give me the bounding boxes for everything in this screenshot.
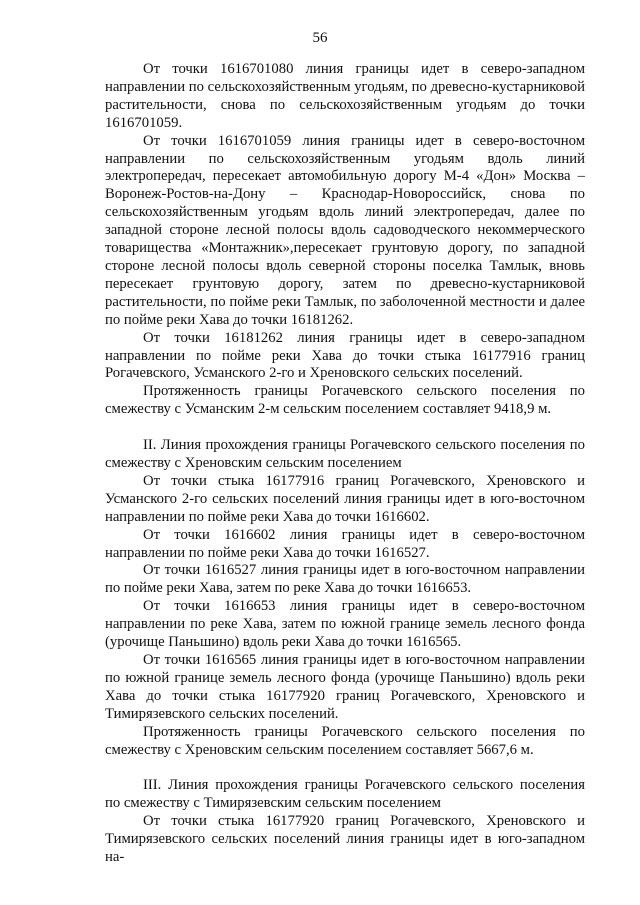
section-gap: [105, 419, 585, 437]
page-number: 56: [312, 30, 328, 46]
paragraph: От точки 16181262 линия границы идет в северо-западном направлении по пойме реки Хава до точки стыка 16177916 границ Рогачевского, Усманского 2-го и Хреновского сельских поселений.: [105, 329, 585, 382]
section-gap: [105, 759, 585, 777]
paragraph: От точки 1616653 линия границы идет в северо-восточном направлении по реке Хава, затем по южной границе земель лесного фонда (урочище Паньшино) вдоль реки Хава до точки 1616565.: [105, 598, 585, 651]
section-heading: III. Линия прохождения границы Рогачевского сельского поселения по смежеству с Тимирязевским сельским поселением: [105, 777, 585, 812]
paragraph: От точки стыка 16177916 границ Рогачевского, Хреновского и Усманского 2-го сельских поселений линия границы идет в юго-восточном направлении по пойме реки Хава до точки 1616602.: [105, 472, 585, 525]
paragraph: От точки 1616701080 линия границы идет в северо-западном направлении по сельскохозяйственным угодьям, по древесно-кустарниковой растительности, снова по сельскохозяйственным угодьям до точки 1616701059.: [105, 61, 585, 131]
paragraph: От точки 1616565 линия границы идет в юго-восточном направлении по южной границе земель лесного фонда (урочище Паньшино) вдоль реки Хава до точки стыка 16177920 границ Рогачевского, Хреновского и Тимирязевского сельских поселений.: [105, 652, 585, 722]
paragraph: От точки стыка 16177920 границ Рогачевского, Хреновского и Тимирязевского сельских поселений линия границы идет в юго-западном на-: [105, 813, 585, 866]
paragraph: Протяженность границы Рогачевского сельского поселения по смежеству с Усманским 2-м сельским поселением составляет 9418,9 м.: [105, 383, 585, 418]
section-heading: II. Линия прохождения границы Рогачевского сельского поселения по смежеству с Хреновским сельским поселением: [105, 437, 585, 472]
document-body: [105, 61, 585, 867]
paragraph: От точки 1616527 линия границы идет в юго-восточном направлении по пойме реки Хава, затем по реке Хава до точки 1616653.: [105, 562, 585, 597]
paragraph: Протяженность границы Рогачевского сельского поселения по смежеству с Хреновским сельским поселением составляет 5667,6 м.: [105, 723, 585, 758]
paragraph: От точки 1616701059 линия границы идет в северо-восточном направлении по сельскохозяйственным угодьям вдоль линий электропередач, пересекает автомобильную дорогу М-4 «Дон» Москва – Воронеж-Ростов-на-Дону – Краснодар-Новороссийск, снова по сельскохозяйственным угодьям вдоль линий электропередач, далее по западной стороне лесной полосы вдоль садоводческого некоммерческого товарищества «Монтажник»,пересекает грунтовую дорогу, по западной стороне лесной полосы вдоль северной стороны поселка Тамлык, вновь пересекает грунтовую дорогу, затем по древесно-кустарниковой растительности, по пойме реки Тамлык, по заболоченной местности и далее по пойме реки Хава до точки 16181262.: [105, 132, 585, 328]
paragraph: От точки 1616602 линия границы идет в северо-восточном направлении по пойме реки Хава до точки 1616527.: [105, 526, 585, 561]
